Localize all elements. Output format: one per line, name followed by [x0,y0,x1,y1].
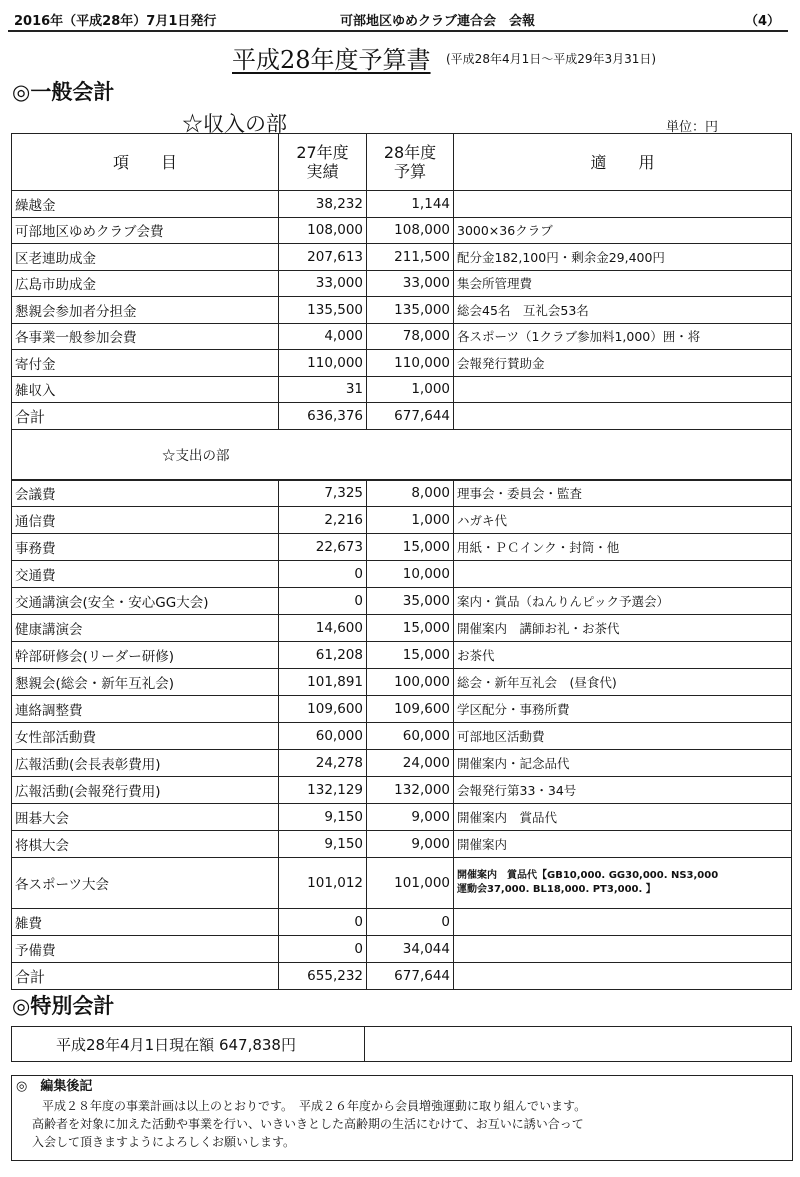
note-cell [454,963,792,990]
note-cell: 集会所管理費 [454,270,792,297]
prev-amount-cell: 0 [279,936,367,963]
prev-amount-cell: 132,129 [279,777,367,804]
budget-amount-cell: 211,500 [367,244,454,271]
note-cell [454,561,792,588]
prev-amount-cell: 60,000 [279,723,367,750]
income-row [12,270,792,297]
budget-amount-cell: 0 [367,909,454,936]
budget-amount-cell: 1,000 [367,507,454,534]
prev-amount-cell: 109,600 [279,696,367,723]
item-cell: 各スポーツ大会 [12,858,279,909]
sports-note-line2: 運動会37,000. BL18,000. PT3,000. 】 [457,884,656,895]
budget-amount-cell: 677,644 [367,963,454,990]
income-row [12,297,792,324]
postscript-line-2: 高齢者を対象に加えた活動や事業を行い、いきいきとした高齢期の生活にむけて、お互いに誘い合って [32,1117,584,1131]
col-prev-header [279,134,367,191]
budget-amount-cell: 135,000 [367,297,454,324]
item-cell: 懇親会参加者分担金 [12,297,279,324]
item-cell: 各事業一般参加会費 [12,323,279,350]
item-cell: 広報活動(会長表彰費用) [12,750,279,777]
expense-row [12,936,792,963]
expense-row [12,831,792,858]
note-cell: 配分金182,100円・剰余金29,400円 [454,244,792,271]
budget-amount-cell: 101,000 [367,858,454,909]
prev-amount-cell: 4,000 [279,323,367,350]
expense-row [12,669,792,696]
prev-amount-cell: 0 [279,909,367,936]
item-cell: 囲碁大会 [12,804,279,831]
note-cell: 理事会・委員会・監査 [454,480,792,507]
item-cell: 雑収入 [12,376,279,403]
budget-amount-cell: 1,000 [367,376,454,403]
item-cell: 女性部活動費 [12,723,279,750]
prev-amount-cell: 0 [279,561,367,588]
prev-amount-cell: 101,012 [279,858,367,909]
col-prev-line2: 実績 [306,162,339,181]
page-title: 平成28年度予算書 [232,46,431,74]
budget-amount-cell: 15,000 [367,642,454,669]
page-header [8,8,788,32]
note-cell: 可部地区活動費 [454,723,792,750]
expense-row [12,696,792,723]
budget-amount-cell: 33,000 [367,270,454,297]
postscript-line-1: 平成２８年度の事業計画は以上のとおりです。 平成２６年度から会員増強運動に取り組んでいます。 [42,1099,587,1113]
prev-amount-cell: 61,208 [279,642,367,669]
note-cell [454,403,792,430]
col-budget-line1: 28年度 [383,143,437,162]
item-cell: 区老連助成金 [12,244,279,271]
note-cell: 開催案内 講師お礼・お茶代 [454,615,792,642]
expense-row [12,534,792,561]
prev-amount-cell: 110,000 [279,350,367,377]
header-row [12,134,792,191]
prev-amount-cell: 38,232 [279,191,367,218]
item-cell: 合計 [12,963,279,990]
income-row [12,350,792,377]
item-cell: 懇親会(総会・新年互礼会) [12,669,279,696]
expense-row [12,804,792,831]
newsletter-name: 可部地区ゆめクラブ連合会 会報 [340,14,536,29]
expense-row [12,588,792,615]
budget-table-body [12,134,792,990]
editor-postscript [11,1075,793,1161]
budget-amount-cell: 15,000 [367,534,454,561]
prev-amount-cell: 135,500 [279,297,367,324]
budget-amount-cell: 34,044 [367,936,454,963]
budget-amount-cell: 9,000 [367,804,454,831]
expense-row [12,642,792,669]
item-cell: 合計 [12,403,279,430]
item-cell: 交通費 [12,561,279,588]
expense-row [12,615,792,642]
prev-amount-cell: 9,150 [279,831,367,858]
expense-row [12,723,792,750]
col-budget-line2: 予算 [393,162,426,181]
issue-date: 2016年（平成28年）7月1日発行 [14,14,217,29]
budget-amount-cell: 109,600 [367,696,454,723]
postscript-heading: ◎ 編集後記 [16,1079,93,1094]
expense-total-row [12,963,792,990]
page-number: （4） [744,14,780,29]
budget-amount-cell: 132,000 [367,777,454,804]
item-cell: 通信費 [12,507,279,534]
sports-note-line1: 開催案内 賞品代【GB10,000. GG30,000. NS3,000 [457,870,719,881]
col-budget-header [367,134,454,191]
budget-amount-cell: 35,000 [367,588,454,615]
note-cell: 開催案内 賞品代 [454,804,792,831]
budget-amount-cell: 15,000 [367,615,454,642]
note-cell: お茶代 [454,642,792,669]
item-cell: 健康講演会 [12,615,279,642]
note-cell: 用紙・ＰＣインク・封筒・他 [454,534,792,561]
note-cell: 会報発行賛助金 [454,350,792,377]
budget-amount-cell: 8,000 [367,480,454,507]
expense-row [12,750,792,777]
note-cell [454,191,792,218]
expense-row [12,507,792,534]
item-cell: 将棋大会 [12,831,279,858]
prev-amount-cell: 14,600 [279,615,367,642]
prev-amount-cell: 636,376 [279,403,367,430]
prev-amount-cell: 33,000 [279,270,367,297]
prev-amount-cell: 108,000 [279,217,367,244]
note-cell [454,936,792,963]
income-total-row [12,403,792,430]
budget-amount-cell: 110,000 [367,350,454,377]
general-account-heading: ◎一般会計 [12,80,115,104]
col-note-header: 適 用 [454,134,792,191]
note-cell: 開催案内・記念品代 [454,750,792,777]
item-cell: 事務費 [12,534,279,561]
item-cell: 広報活動(会報発行費用) [12,777,279,804]
prev-amount-cell: 9,150 [279,804,367,831]
special-blank-cell [365,1027,792,1062]
prev-amount-cell: 0 [279,588,367,615]
note-cell: 案内・賞品（ねんりんピック予選会） [454,588,792,615]
special-account-heading: ◎特別会計 [12,994,115,1018]
note-cell: ハガキ代 [454,507,792,534]
item-cell: 寄付金 [12,350,279,377]
budget-amount-cell: 10,000 [367,561,454,588]
expense-row [12,561,792,588]
income-row [12,217,792,244]
budget-amount-cell: 677,644 [367,403,454,430]
note-cell: 開催案内 [454,831,792,858]
item-cell: 連絡調整費 [12,696,279,723]
expense-heading: ☆支出の部 [12,430,792,480]
budget-amount-cell: 78,000 [367,323,454,350]
prev-amount-cell: 655,232 [279,963,367,990]
expense-heading-row [12,430,792,480]
prev-amount-cell: 7,325 [279,480,367,507]
prev-amount-cell: 22,673 [279,534,367,561]
income-heading: ☆収入の部 [182,112,287,136]
item-cell: 可部地区ゆめクラブ会費 [12,217,279,244]
prev-amount-cell: 24,278 [279,750,367,777]
note-cell: 各スポーツ（1クラブ参加料1,000）囲・将 [454,323,792,350]
item-cell: 会議費 [12,480,279,507]
note-cell [454,909,792,936]
expense-row [12,777,792,804]
income-row [12,191,792,218]
postscript-line-3: 入会して頂きますようによろしくお願いします。 [32,1135,296,1149]
budget-table [11,133,792,990]
income-row [12,376,792,403]
item-cell: 幹部研修会(リーダー研修) [12,642,279,669]
prev-amount-cell: 207,613 [279,244,367,271]
item-cell: 広島市助成金 [12,270,279,297]
note-cell: 総会45名 互礼会53名 [454,297,792,324]
income-row [12,323,792,350]
budget-amount-cell: 60,000 [367,723,454,750]
sports-note-cell [454,858,792,909]
budget-amount-cell: 100,000 [367,669,454,696]
special-balance: 平成28年4月1日現在額 647,838円 [12,1027,365,1062]
note-cell: 総会・新年互礼会 (昼食代) [454,669,792,696]
item-cell: 繰越金 [12,191,279,218]
col-prev-line1: 27年度 [296,143,349,162]
expense-row [12,909,792,936]
budget-amount-cell: 1,144 [367,191,454,218]
budget-amount-cell: 9,000 [367,831,454,858]
col-item-header: 項 目 [12,134,279,191]
budget-amount-cell: 24,000 [367,750,454,777]
fiscal-period: (平成28年4月1日～平成29年3月31日) [446,52,657,66]
note-cell: 会報発行第33・34号 [454,777,792,804]
note-cell: 3000×36クラブ [454,217,792,244]
prev-amount-cell: 101,891 [279,669,367,696]
expense-row-sports [12,858,792,909]
note-cell [454,376,792,403]
item-cell: 予備費 [12,936,279,963]
prev-amount-cell: 2,216 [279,507,367,534]
income-row [12,244,792,271]
note-cell: 学区配分・事務所費 [454,696,792,723]
unit-label: 単位：円 [666,120,719,135]
special-account-table [11,1026,792,1062]
budget-amount-cell: 108,000 [367,217,454,244]
expense-row [12,480,792,507]
item-cell: 交通講演会(安全・安心GG大会) [12,588,279,615]
prev-amount-cell: 31 [279,376,367,403]
item-cell: 雑費 [12,909,279,936]
